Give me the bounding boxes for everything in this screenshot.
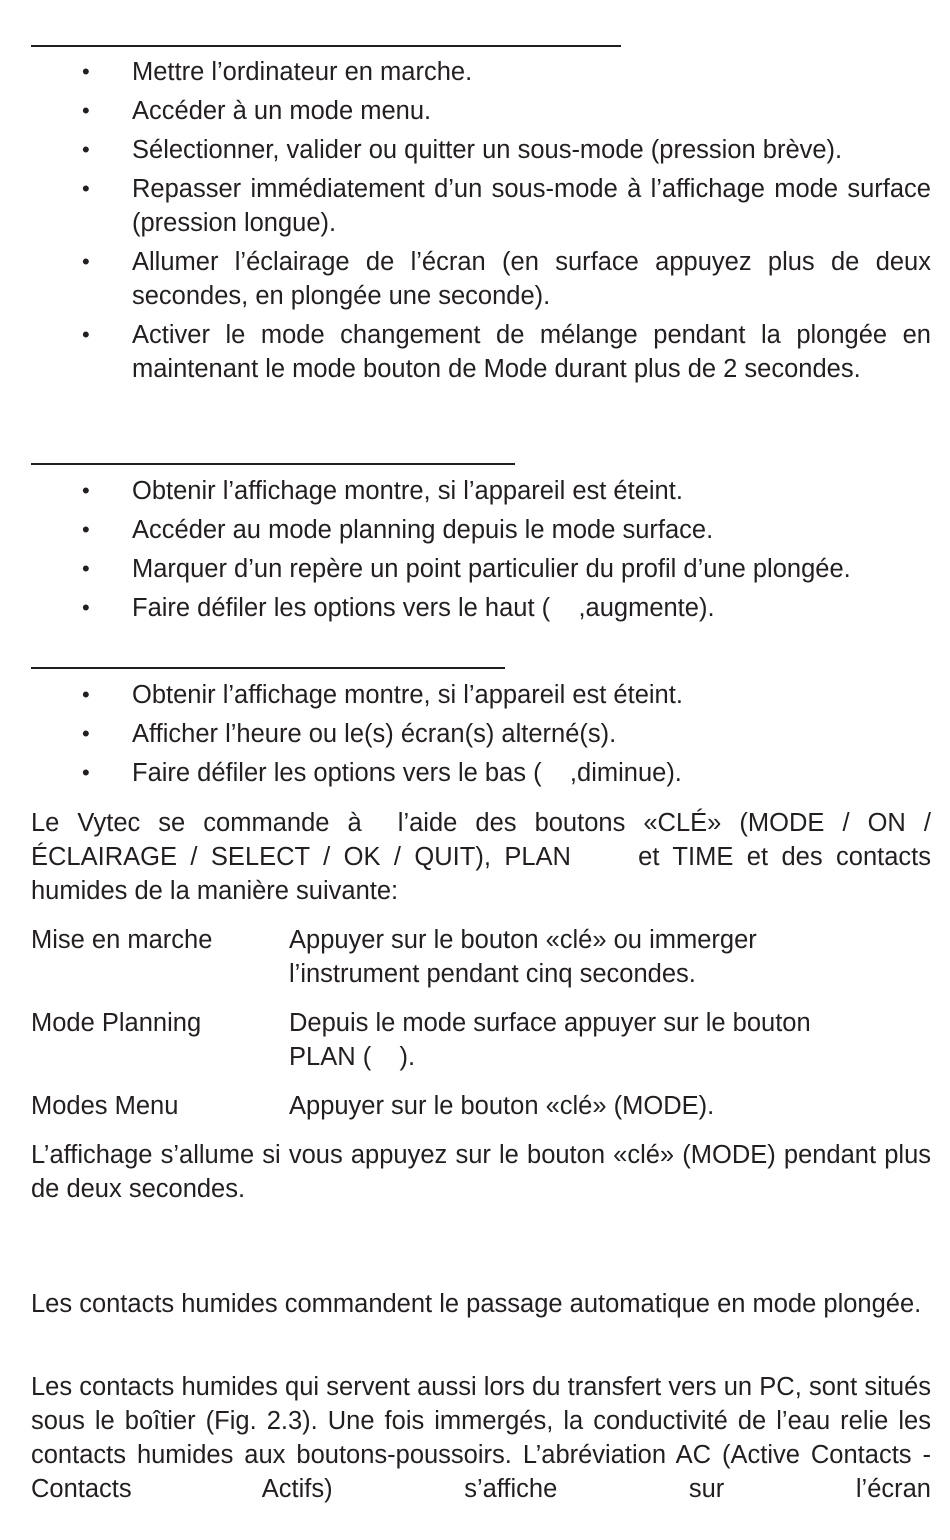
bullet-icon: • <box>82 176 90 201</box>
definition-description: Appuyer sur le bouton «clé» (MODE). <box>289 1092 715 1120</box>
definition-description: Depuis le mode surface appuyer sur le bouton PLAN ( ). <box>289 1009 818 1071</box>
button-definitions <box>31 923 931 1138</box>
bullet-list-3 <box>31 678 931 795</box>
bullet-icon: • <box>82 322 90 347</box>
list-item: • Activer le mode changement de mélange pendant la plongée en maintenant le mode bouton de Mode durant plus de 2 secondes. <box>31 318 931 386</box>
section-rule-1 <box>31 45 621 47</box>
section-rule-3 <box>31 667 505 669</box>
bullet-icon: • <box>82 721 90 746</box>
bullet-icon: • <box>82 59 90 84</box>
bullet-icon: • <box>82 682 90 707</box>
bullet-icon: • <box>82 595 90 620</box>
list-item: • Accéder à un mode menu. <box>31 94 931 128</box>
definition-row <box>31 1006 931 1074</box>
bullet-list-1 <box>31 55 931 391</box>
definition-term: Mode Planning <box>31 1009 202 1037</box>
bullet-icon: • <box>82 760 90 785</box>
wet-contacts-paragraph-2: Les contacts humides qui servent aussi lors du transfert vers un PC, sont situés sous le boîtier (Fig. 2.3). Une fois immergés, la conductivité de l’eau relie les contacts humides aux boutons-poussoirs. L’abréviation AC (Active Contacts - Contacts Actifs) s’affiche sur l’écran <box>31 1373 931 1503</box>
list-item: • Repasser immédiatement d’un sous-mode à l’affichage mode surface (pression longue). <box>31 172 931 240</box>
definition-row <box>31 923 931 991</box>
definition-row <box>31 1089 931 1123</box>
list-item: • Accéder au mode planning depuis le mode surface. <box>31 513 931 547</box>
intro-paragraph: Le Vytec se commande à l’aide des boutons «CLÉ» (MODE / ON / ÉCLAIRAGE / SELECT / OK / QUIT), PLAN et TIME et des contacts humides de la manière suivante: <box>31 809 939 905</box>
lighting-paragraph: L’affichage s’allume si vous appuyez sur le bouton «clé» (MODE) pendant plus de deux secondes. <box>31 1141 931 1203</box>
list-item: • Mettre l’ordinateur en marche. <box>31 55 931 89</box>
list-item: • Sélectionner, valider ou quitter un sous-mode (pression brève). <box>31 133 931 167</box>
bullet-icon: • <box>82 249 90 274</box>
wet-contacts-paragraph-1: Les contacts humides commandent le passage automatique en mode plongée. <box>31 1290 922 1318</box>
bullet-icon: • <box>82 98 90 123</box>
list-item: • Marquer d’un repère un point particulier du profil d’une plongée. <box>31 552 931 586</box>
bullet-icon: • <box>82 517 90 542</box>
list-item: • Afficher l’heure ou le(s) écran(s) alterné(s). <box>31 717 931 751</box>
bullet-icon: • <box>82 137 90 162</box>
definition-term: Mise en marche <box>31 926 213 954</box>
list-item: • Faire défiler les options vers le bas ( ,diminue). <box>31 756 931 790</box>
definition-term: Modes Menu <box>31 1092 179 1120</box>
list-item: • Faire défiler les options vers le haut ( ,augmente). <box>31 591 931 625</box>
section-rule-2 <box>31 463 515 465</box>
list-item: • Obtenir l’affichage montre, si l’appareil est éteint. <box>31 678 931 712</box>
list-item: • Obtenir l’affichage montre, si l’appareil est éteint. <box>31 474 931 508</box>
bullet-icon: • <box>82 556 90 581</box>
bullet-icon: • <box>82 478 90 503</box>
list-item: • Allumer l’éclairage de l’écran (en surface appuyez plus de deux secondes, en plongée une seconde). <box>31 245 931 313</box>
bullet-list-2 <box>31 474 931 630</box>
definition-description: Appuyer sur le bouton «clé» ou immerger l’instrument pendant cinq secondes. <box>289 926 757 988</box>
